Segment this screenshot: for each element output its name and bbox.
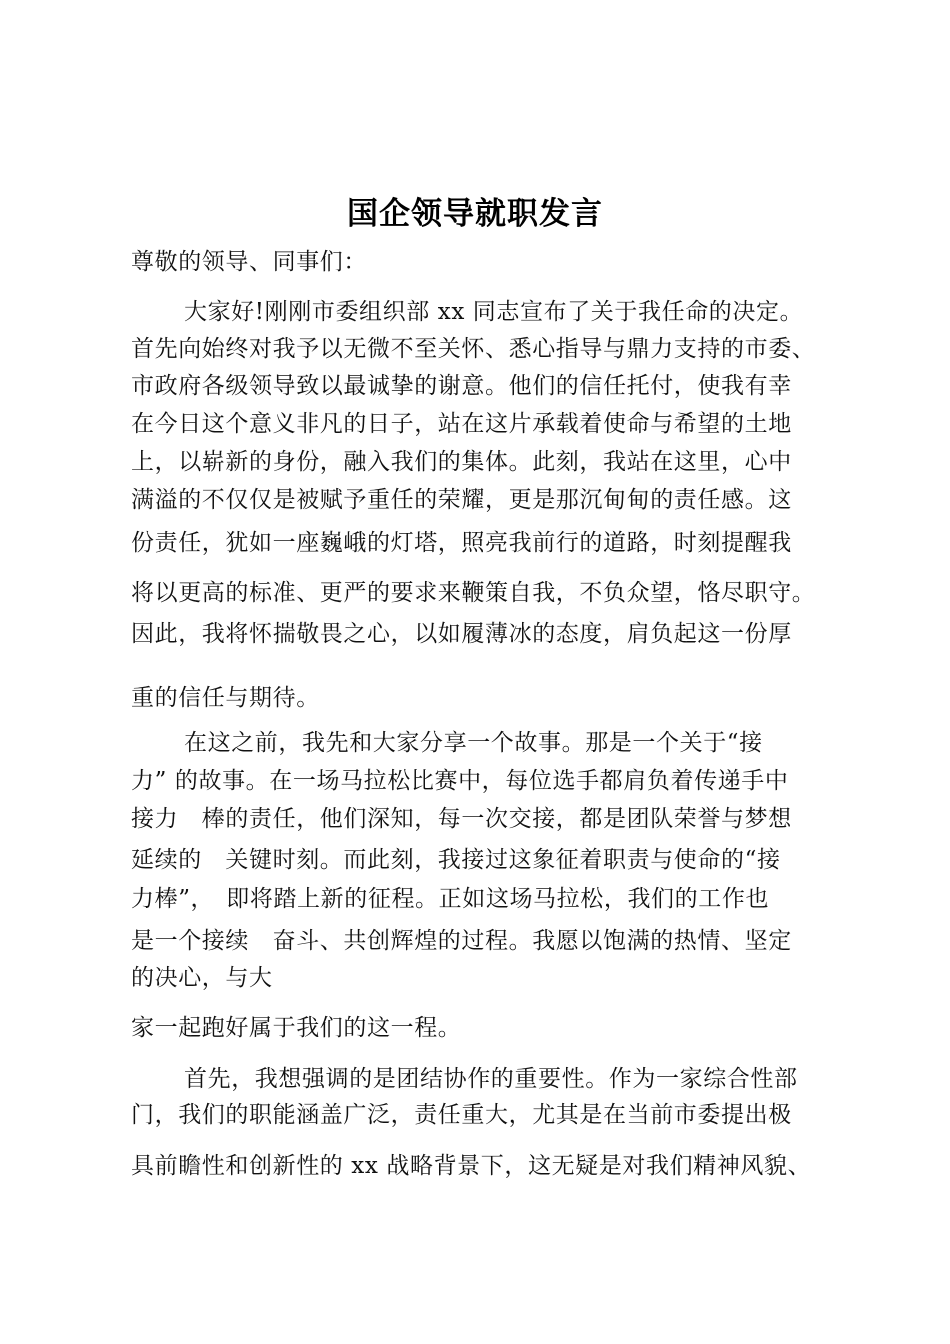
paragraph-line: 延续的 关键时刻。而此刻，我接过这象征着职责与使命的“接 xyxy=(131,847,781,873)
paragraph-line: 上，以崭新的身份，融入我们的集体。此刻，我站在这里，心中 xyxy=(131,449,792,475)
paragraph-line: 将以更高的标准、更严的要求来鞭策自我，不负众望，恪尽职守。 xyxy=(131,580,816,606)
paragraph-line: 因此，我将怀揣敬畏之心，以如履薄冰的态度，肩负起这一份厚 xyxy=(131,621,792,647)
paragraph-line: 接力 棒的责任，他们深知，每一次交接，都是团队荣誉与梦想 xyxy=(131,806,792,832)
paragraph-line: 在这之前，我先和大家分享一个故事。那是一个关于“接 xyxy=(184,730,763,756)
paragraph-line: 重的信任与期待。 xyxy=(131,685,320,711)
paragraph-line: 大家好!刚刚市委组织部 xx 同志宣布了关于我任命的决定。 xyxy=(184,299,804,325)
paragraph-line: 力棒”， 即将踏上新的征程。正如这场马拉松，我们的工作也 xyxy=(131,886,770,912)
paragraph-line: 具前瞻性和创新性的 xx 战略背景下，这无疑是对我们精神风貌、 xyxy=(131,1153,812,1179)
document-title: 国企领导就职发言 xyxy=(347,196,603,232)
paragraph-line: 家一起跑好属于我们的这一程。 xyxy=(131,1015,462,1041)
paragraph-line: 市政府各级领导致以最诚挚的谢意。他们的信任托付，使我有幸 xyxy=(131,373,792,399)
paragraph-line: 首先向始终对我予以无微不至关怀、悉心指导与鼎力支持的市委、 xyxy=(131,336,816,362)
paragraph-line: 在今日这个意义非凡的日子，站在这片承载着使命与希望的土地 xyxy=(131,411,792,437)
paragraph-line: 的决心，与大 xyxy=(131,965,273,991)
paragraph-line: 份责任，犹如一座巍峨的灯塔，照亮我前行的道路，时刻提醒我 xyxy=(131,530,792,556)
paragraph-line: 满溢的不仅仅是被赋予重任的荣耀，更是那沉甸甸的责任感。这 xyxy=(131,487,792,513)
paragraph-line: 首先，我想强调的是团结协作的重要性。作为一家综合性部 xyxy=(184,1066,798,1092)
salutation-line: 尊敬的领导、同事们： xyxy=(131,249,367,275)
paragraph-line: 门，我们的职能涵盖广泛，责任重大，尤其是在当前市委提出极 xyxy=(131,1102,792,1128)
paragraph-line: 是一个接续 奋斗、共创辉煌的过程。我愿以饱满的热情、坚定 xyxy=(131,928,792,954)
paragraph-line: 力” 的故事。在一场马拉松比赛中，每位选手都肩负着传递手中 xyxy=(131,768,789,794)
